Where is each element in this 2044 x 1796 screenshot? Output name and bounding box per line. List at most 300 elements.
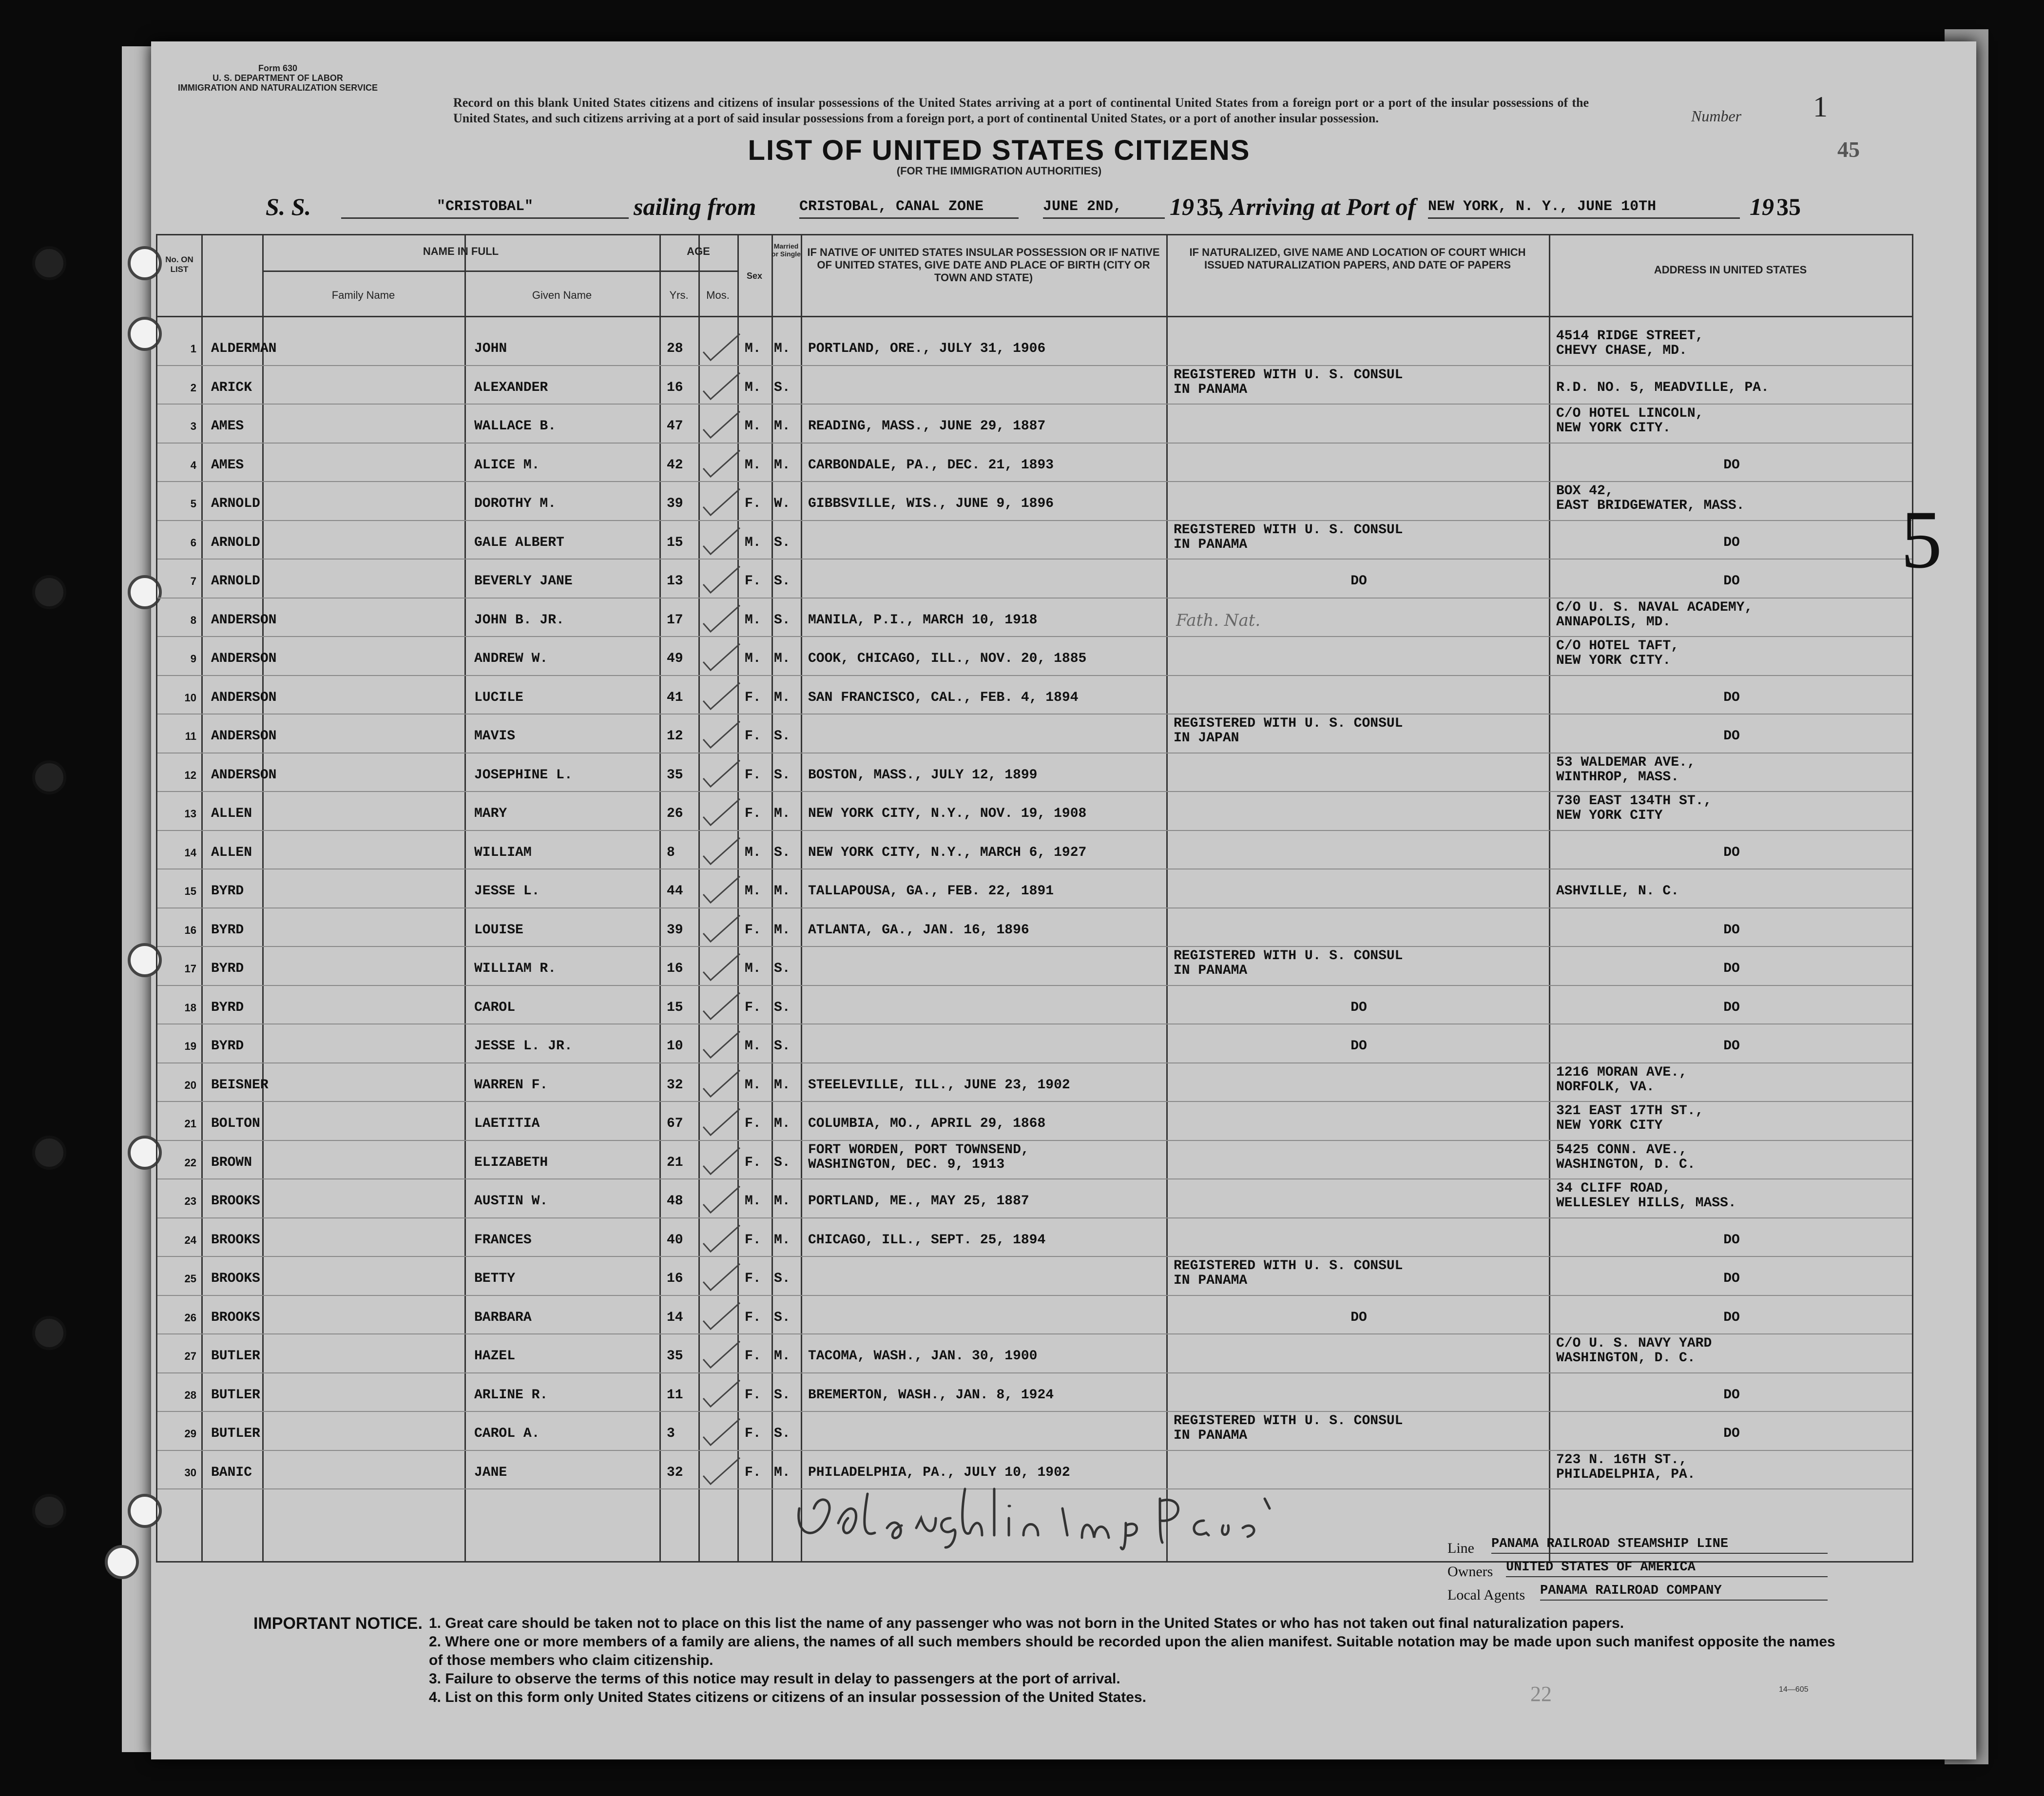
header-mos: Mos. [706,289,730,301]
marital-status: S. [774,535,791,550]
address: BOX 42, EAST BRIDGEWATER, MASS. [1556,483,1745,513]
given-name: BARBARA [474,1310,532,1325]
given-name: DOROTHY M. [474,496,557,511]
naturalization: REGISTERED WITH U. S. CONSUL IN PANAMA [1174,1413,1403,1443]
family-name: ALLEN [211,806,252,821]
arriving-label: , Arriving at Port of [1218,193,1416,220]
marital-status: S. [774,1271,791,1286]
row-number: 13 [184,808,196,820]
binder-hole [32,1136,66,1170]
marital-status: S. [774,1039,791,1054]
row-divider [157,1333,1912,1334]
notice-title: IMPORTANT NOTICE. [253,1614,423,1633]
family-name: ARNOLD [211,574,260,589]
family-name: BYRD [211,1039,244,1054]
agents-value: PANAMA RAILROAD COMPANY [1540,1582,1828,1601]
departure-port: CRISTOBAL, CANAL ZONE [799,196,1019,219]
address: 1216 MORAN AVE., NORFOLK, VA. [1556,1064,1687,1095]
check-mark-icon [698,679,742,713]
family-name: ALDERMAN [211,341,277,356]
row-number: 9 [190,653,196,665]
age-years: 67 [667,1116,683,1131]
age-years: 16 [667,380,683,395]
row-divider [157,636,1912,637]
given-name: LOUISE [474,922,523,938]
address: ASHVILLE, N. C. [1556,884,1679,899]
given-name: LAETITIA [474,1116,540,1131]
page-title: LIST OF UNITED STATES CITIZENS [748,135,1251,166]
marital-status: S. [774,729,791,744]
family-name: ARNOLD [211,496,260,511]
birth-place-date: PORTLAND, ME., MAY 25, 1887 [808,1194,1029,1209]
check-mark-icon [698,911,742,946]
binder-hole [32,1494,66,1528]
sex: F. [745,1349,761,1364]
check-mark-icon [698,407,742,442]
row-number: 3 [190,420,196,432]
row-number: 6 [190,536,196,549]
age-years: 10 [667,1039,683,1054]
sex: F. [745,1426,761,1441]
number-label: Number [1691,107,1742,125]
row-divider [157,598,1912,599]
address: DO [1723,961,1740,976]
address: C/O U. S. NAVAL ACADEMY, ANNAPOLIS, MD. [1556,599,1753,630]
birth-place-date: PHILADELPHIA, PA., JULY 10, 1902 [808,1465,1070,1480]
check-mark-icon [698,562,742,597]
row-divider [157,1062,1912,1063]
departure-year: 35 [1196,193,1221,220]
row-number: 20 [184,1079,196,1091]
row-number: 4 [190,459,196,471]
row-divider [157,1101,1912,1102]
header-given-name: Given Name [532,289,592,301]
row-divider [157,985,1912,986]
header-naturalized: IF NATURALIZED, GIVE NAME AND LOCATION OF COURT WHICH ISSUED NATURALIZATION PAPERS, AND DATE OF PAPERS [1189,246,1526,271]
family-name: BOLTON [211,1116,260,1131]
given-name: WILLIAM [474,845,532,860]
row-divider [157,404,1912,405]
marital-status: S. [774,574,791,589]
family-name: AMES [211,419,244,434]
sex: F. [745,1232,761,1248]
marital-status: S. [774,1426,791,1441]
header-yrs: Yrs. [669,289,689,301]
row-number: 30 [184,1466,196,1479]
row-number: 12 [184,769,196,781]
row-number: 21 [184,1118,196,1130]
check-mark-icon [698,1415,742,1449]
check-mark-icon [698,1337,742,1371]
form-code: 14—605 [1779,1685,1809,1694]
given-name: JESSE L. [474,884,540,899]
sex: M. [745,419,761,434]
service-name: IMMIGRATION AND NATURALIZATION SERVICE [178,83,378,93]
department-name: U. S. DEPARTMENT OF LABOR [212,73,343,83]
family-name: BROOKS [211,1194,260,1209]
row-divider [157,791,1912,792]
given-name: HAZEL [474,1349,516,1364]
age-years: 49 [667,651,683,666]
family-name: ARNOLD [211,535,260,550]
age-years: 16 [667,1271,683,1286]
family-name: BROOKS [211,1310,260,1325]
sex: F. [745,1387,761,1403]
given-name: MARY [474,806,507,821]
header-age: AGE [687,245,710,257]
age-years: 21 [667,1155,683,1170]
row-number: 16 [184,924,196,936]
address: C/O U. S. NAVY YARD WASHINGTON, D. C. [1556,1336,1712,1366]
marital-status: M. [774,884,791,899]
birth-place-date: COOK, CHICAGO, ILL., NOV. 20, 1885 [808,651,1087,666]
row-divider [157,365,1912,366]
address: DO [1723,1426,1740,1441]
row-divider [157,946,1912,947]
address: DO [1723,845,1740,860]
address: 34 CLIFF ROAD, WELLESLEY HILLS, MASS. [1556,1181,1736,1211]
naturalization: Fath. Nat. [1176,610,1261,630]
address: DO [1723,1310,1740,1325]
header-sex: Sex [746,271,763,281]
marital-status: M. [774,1232,791,1248]
age-years: 39 [667,496,683,511]
given-name: ALICE M. [474,457,540,473]
age-years: 11 [667,1387,683,1403]
check-mark-icon [698,601,742,636]
marital-status: M. [774,1349,791,1364]
check-mark-icon [698,1299,742,1333]
check-mark-icon [698,795,742,829]
check-mark-icon [698,756,742,791]
marital-status: S. [774,1310,791,1325]
marital-status: M. [774,419,791,434]
header-name-in-full: NAME IN FULL [423,245,499,257]
sex: M. [745,884,761,899]
birth-place-date: MANILA, P.I., MARCH 10, 1918 [808,612,1038,628]
age-years: 13 [667,574,683,589]
marital-status: M. [774,457,791,473]
sex: F. [745,1465,761,1480]
row-divider [157,1140,1912,1141]
birth-place-date: PORTLAND, ORE., JULY 31, 1906 [808,341,1046,356]
given-name: ANDREW W. [474,651,548,666]
address: 5425 CONN. AVE., WASHINGTON, D. C. [1556,1142,1696,1172]
age-years: 8 [667,845,675,860]
age-years: 15 [667,535,683,550]
address: DO [1723,1000,1740,1015]
marital-status: S. [774,380,791,395]
row-number: 1 [190,343,196,355]
address: C/O HOTEL LINCOLN, NEW YORK CITY. [1556,406,1704,436]
address: DO [1723,1232,1740,1248]
given-name: CAROL [474,1000,516,1015]
arrival-year-prefix: 19 [1750,193,1774,220]
family-name: ANDERSON [211,767,277,783]
marital-status: S. [774,961,791,976]
address: DO [1723,690,1740,705]
sex: F. [745,729,761,744]
given-name: AUSTIN W. [474,1194,548,1209]
notice-item: 3. Failure to observe the terms of this notice may result in delay to passengers at the port of arrival. [429,1671,1120,1687]
header-birth: IF NATIVE OF UNITED STATES INSULAR POSSESSION OR IF NATIVE OF UNITED STATES, GIVE DATE AND PLACE OF BIRTH (CITY OR TOWN AND STATE) [807,246,1160,284]
naturalization: DO [1350,574,1367,589]
row-number: 7 [190,575,196,587]
sex: M. [745,612,761,628]
sex: M. [745,535,761,550]
check-mark-icon [698,524,742,558]
given-name: FRANCES [474,1232,532,1248]
marital-status: M. [774,1465,791,1480]
number-stamp: 45 [1837,137,1860,162]
age-years: 32 [667,1465,683,1480]
check-mark-icon [698,1182,742,1217]
row-number: 17 [184,963,196,975]
given-name: WALLACE B. [474,419,557,434]
sex: M. [745,845,761,860]
check-mark-icon [698,1027,742,1062]
birth-place-date: STEELEVILLE, ILL., JUNE 23, 1902 [808,1077,1070,1093]
age-years: 16 [667,961,683,976]
family-name: BUTLER [211,1387,260,1403]
row-number: 26 [184,1311,196,1324]
family-name: ALLEN [211,845,252,860]
given-name: ARLINE R. [474,1387,548,1403]
row-divider [157,1411,1912,1412]
check-mark-icon [698,330,742,364]
header-family-name: Family Name [331,289,395,301]
row-number: 5 [190,498,196,510]
birth-place-date: READING, MASS., JUNE 29, 1887 [808,419,1046,434]
row-divider [157,714,1912,715]
family-name: BYRD [211,884,244,899]
birth-place-date: GIBBSVILLE, WIS., JUNE 9, 1896 [808,496,1054,511]
address: 321 EAST 17TH ST., NEW YORK CITY [1556,1103,1704,1133]
row-number: 8 [190,614,196,626]
address: 53 WALDEMAR AVE., WINTHROP, MASS. [1556,754,1696,785]
owners-value: UNITED STATES OF AMERICA [1506,1559,1828,1577]
marital-status: M. [774,1116,791,1131]
given-name: JESSE L. JR. [474,1039,573,1054]
age-years: 26 [667,806,683,821]
ship-name: "CRISTOBAL" [341,196,629,219]
age-years: 17 [667,612,683,628]
sex: F. [745,922,761,938]
marital-status: M. [774,651,791,666]
row-divider [157,1256,1912,1257]
page-subtitle: (FOR THE IMMIGRATION AUTHORITIES) [896,165,1102,177]
family-name: ARICK [211,380,252,395]
birth-place-date: SAN FRANCISCO, CAL., FEB. 4, 1894 [808,690,1079,705]
sex: F. [745,574,761,589]
row-divider [157,830,1912,831]
year-prefix: 19 [1170,193,1194,220]
age-years: 3 [667,1426,675,1441]
check-mark-icon [698,717,742,752]
check-mark-icon [698,446,742,481]
age-years: 35 [667,1349,683,1364]
check-mark-icon [698,1144,742,1178]
birth-place-date: CARBONDALE, PA., DEC. 21, 1893 [808,457,1054,473]
birth-place-date: FORT WORDEN, PORT TOWNSEND, WASHINGTON, DEC. 9, 1913 [808,1142,1029,1172]
sex: F. [745,1000,761,1015]
naturalization: REGISTERED WITH U. S. CONSUL IN JAPAN [1174,716,1403,746]
given-name: ALEXANDER [474,380,548,395]
sex: M. [745,457,761,473]
row-number: 10 [184,691,196,704]
row-divider [157,443,1912,444]
sex: M. [745,1039,761,1054]
row-number: 24 [184,1234,196,1246]
agents-label: Local Agents [1447,1587,1525,1603]
binder-hole [32,246,66,280]
row-divider [157,1178,1912,1179]
notice-item: 4. List on this form only United States citizens or citizens of an insular possession of the United States. [429,1689,1146,1705]
row-number: 18 [184,1001,196,1014]
check-mark-icon [698,1221,742,1255]
row-number: 22 [184,1156,196,1169]
row-number: 2 [190,381,196,394]
given-name: JOHN [474,341,507,356]
family-name: BANIC [211,1465,252,1480]
birth-place-date: BOSTON, MASS., JULY 12, 1899 [808,767,1038,783]
age-years: 14 [667,1310,683,1325]
owners-label: Owners [1447,1564,1493,1580]
address: 730 EAST 134TH ST., NEW YORK CITY [1556,793,1712,823]
header-address: ADDRESS IN UNITED STATES [1654,264,1807,276]
check-mark-icon [698,1105,742,1139]
marital-status: M. [774,922,791,938]
age-years: 40 [667,1232,683,1248]
address: R.D. NO. 5, MEADVILLE, PA. [1556,380,1769,395]
naturalization: REGISTERED WITH U. S. CONSUL IN PANAMA [1174,1258,1403,1288]
birth-place-date: BREMERTON, WASH., JAN. 8, 1924 [808,1387,1054,1403]
check-mark-icon [698,369,742,403]
marital-status: S. [774,612,791,628]
naturalization: REGISTERED WITH U. S. CONSUL IN PANAMA [1174,522,1403,552]
given-name: CAROL A. [474,1426,540,1441]
row-divider [157,675,1912,676]
birth-place-date: CHICAGO, ILL., SEPT. 25, 1894 [808,1232,1046,1248]
sex: M. [745,380,761,395]
family-name: BROOKS [211,1232,260,1248]
number-value: 1 [1813,91,1828,123]
sex: F. [745,767,761,783]
birth-place-date: ATLANTA, GA., JAN. 16, 1896 [808,922,1029,938]
address: 4514 RIDGE STREET, CHEVY CHASE, MD. [1556,328,1704,358]
family-name: BYRD [211,922,244,938]
form-identifier [175,63,380,93]
given-name: LUCILE [474,690,523,705]
check-mark-icon [698,834,742,868]
marital-status: S. [774,767,791,783]
sex: F. [745,690,761,705]
age-years: 12 [667,729,683,744]
age-years: 42 [667,457,683,473]
naturalization: DO [1350,1310,1367,1325]
header-no: No. ON LIST [165,255,193,274]
marital-status: M. [774,690,791,705]
line-label: Line [1447,1540,1474,1556]
sex: M. [745,341,761,356]
row-number: 28 [184,1389,196,1401]
row-divider [157,1372,1912,1373]
row-number: 27 [184,1350,196,1362]
row-divider [157,559,1912,560]
given-name: BEVERLY JANE [474,574,573,589]
age-years: 15 [667,1000,683,1015]
passenger-table [156,234,1913,1563]
marital-status: M. [774,1077,791,1093]
naturalization: REGISTERED WITH U. S. CONSUL IN PANAMA [1174,948,1403,978]
departure-date: JUNE 2ND, [1043,196,1165,219]
header-married-single: Married or Single [771,242,801,258]
sex: F. [745,1310,761,1325]
address: DO [1723,922,1740,938]
age-years: 41 [667,690,683,705]
family-name: BYRD [211,1000,244,1015]
binder-hole [32,1316,66,1350]
row-number: 19 [184,1040,196,1052]
family-name: BYRD [211,961,244,976]
given-name: WARREN F. [474,1077,548,1093]
address: DO [1723,574,1740,589]
check-mark-icon [698,989,742,1023]
row-divider [157,520,1912,521]
arrival-year: 35 [1776,193,1801,220]
marital-status: W. [774,496,791,511]
notice-item: 1. Great care should be taken not to place on this list the name of any passenger who was not born in the United States or who has not taken out final naturalization papers. [429,1615,1624,1631]
form-number: Form 630 [258,63,298,73]
birth-place-date: TACOMA, WASH., JAN. 30, 1900 [808,1349,1038,1364]
age-years: 28 [667,341,683,356]
check-mark-icon [698,1454,742,1488]
marital-status: M. [774,1194,791,1209]
given-name: ELIZABETH [474,1155,548,1170]
notice-item: 2. Where one or more members of a family are aliens, the names of all such members should be recorded upon the alien manifest. Suitable notation may be made upon such manifest opposite the names of those members who claim citizenship. [429,1634,1835,1668]
page-number: 22 [1530,1682,1552,1706]
marital-status: M. [774,341,791,356]
sex: F. [745,496,761,511]
check-mark-icon [698,485,742,519]
family-name: ANDERSON [211,690,277,705]
given-name: GALE ALBERT [474,535,564,550]
sex: F. [745,1271,761,1286]
given-name: MAVIS [474,729,516,744]
naturalization: DO [1350,1000,1367,1015]
check-mark-icon [698,1066,742,1101]
row-divider [157,1217,1912,1218]
line-value: PANAMA RAILROAD STEAMSHIP LINE [1491,1535,1828,1554]
marital-status: S. [774,845,791,860]
address: DO [1723,729,1740,744]
arrival-port-date: NEW YORK, N. Y., JUNE 10TH [1428,196,1740,219]
row-number: 15 [184,885,196,897]
sailing-label: sailing from [634,193,756,220]
marital-status: S. [774,1387,791,1403]
birth-place-date: NEW YORK CITY, N.Y., MARCH 6, 1927 [808,845,1087,860]
sex: M. [745,961,761,976]
row-number: 29 [184,1428,196,1440]
row-number: 23 [184,1195,196,1207]
marital-status: S. [774,1000,791,1015]
sex: F. [745,1116,761,1131]
family-name: BROOKS [211,1271,260,1286]
family-name: ANDERSON [211,612,277,628]
address: DO [1723,535,1740,550]
address: C/O HOTEL TAFT, NEW YORK CITY. [1556,638,1679,668]
sex: M. [745,1077,761,1093]
